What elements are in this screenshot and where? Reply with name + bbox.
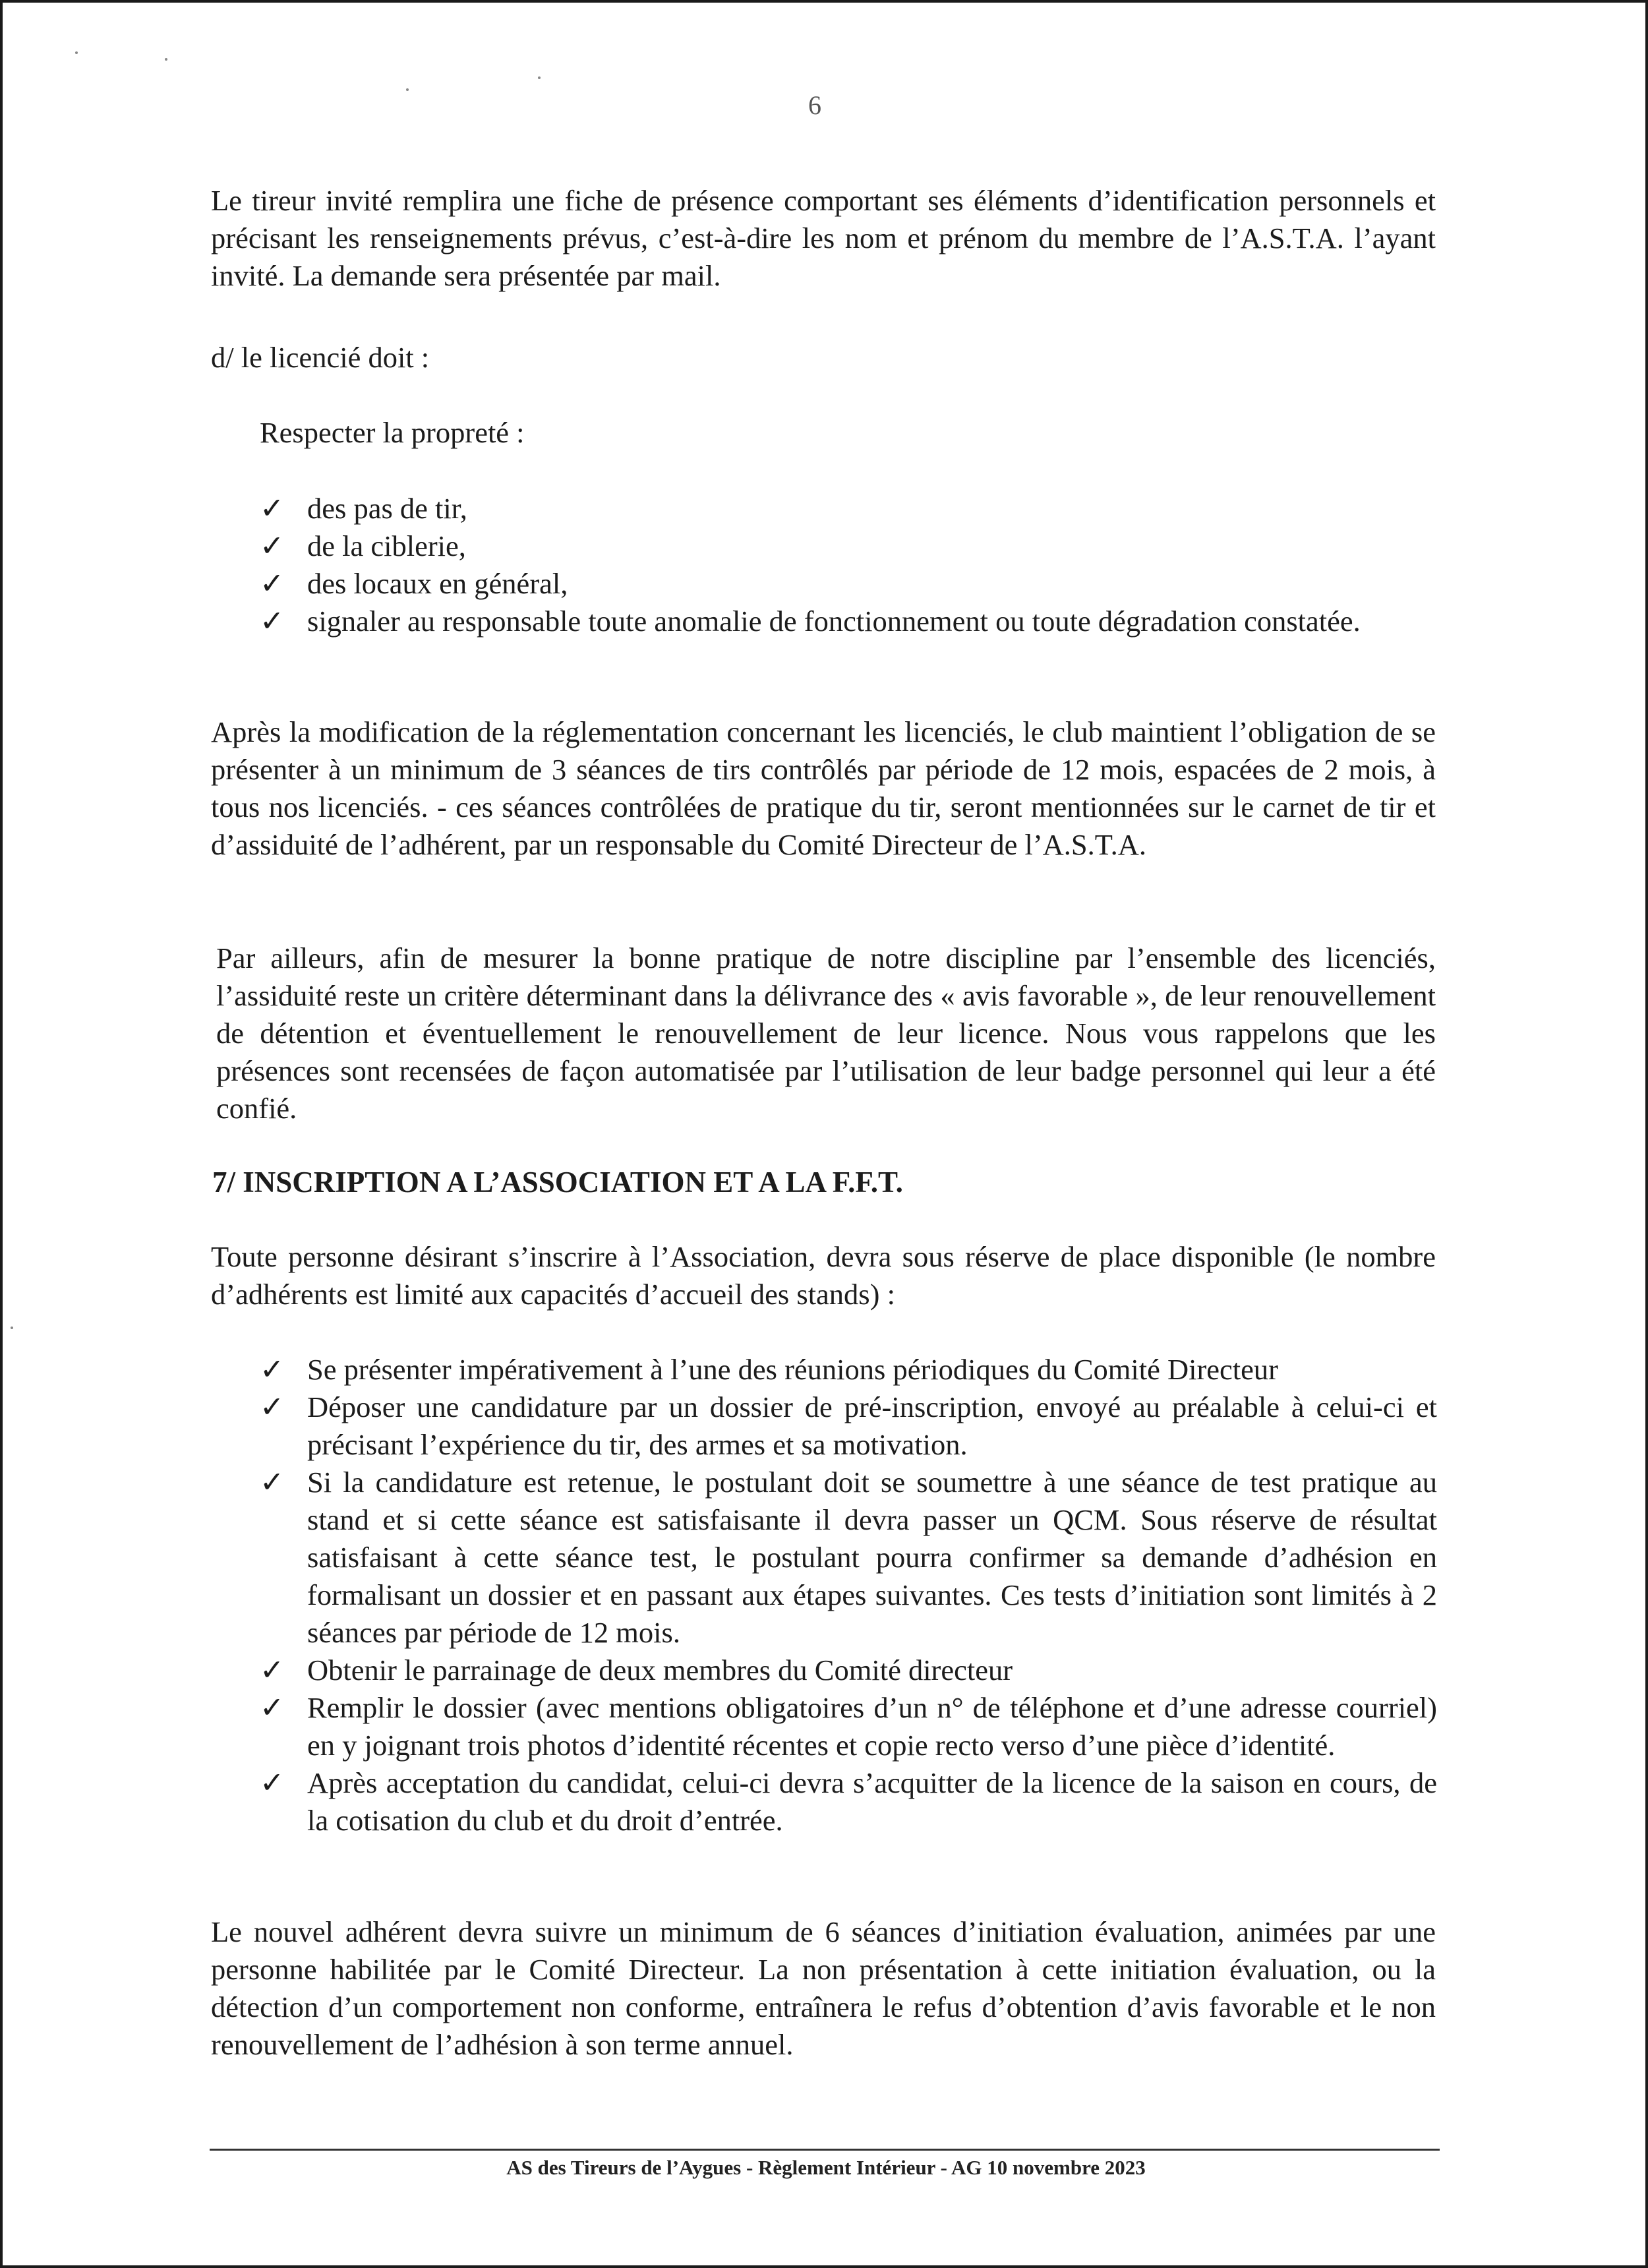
page-number: 6 <box>808 90 821 120</box>
list-item-text: signaler au responsable toute anomalie de fonctionnement ou toute dégradation constatée. <box>307 605 1361 638</box>
checkmark-icon: ✓ <box>260 529 285 562</box>
list-item-text: Après acceptation du candidat, celui-ci devra s’acquitter de la licence de la saison en cours, de la cotisation du club et du droit d’entrée. <box>307 1766 1437 1837</box>
checkmark-icon: ✓ <box>260 1353 285 1386</box>
list-item <box>260 565 1437 603</box>
list-item <box>260 490 1437 527</box>
list-item-text: Déposer une candidature par un dossier de pré-inscription, envoyé au préalable à celui-ci et précisant l’expérience du tir, des armes et sa motivation. <box>307 1390 1437 1461</box>
list-item <box>260 1652 1437 1689</box>
list-item <box>260 1388 1437 1464</box>
paragraph-nouvel-adherent: Le nouvel adhérent devra suivre un minimum de 6 séances d’initiation évaluation, animées par une personne habilitée par le Comité Directeur. La non présentation à cette initiation évaluation, ou la détection d’un comportement non conforme, entraînera le refus d’obtention d’avis favorable et le non renouvellement de l’adhésion à son terme annuel. <box>211 1915 1436 2061</box>
paragraph-proprete: Respecter la propreté : <box>260 416 525 449</box>
paragraph-assiduite: Par ailleurs, afin de mesurer la bonne pratique de notre discipline par l’ensemble des licenciés, l’assiduité reste un critère déterminant dans la délivrance des « avis favorable », de leur renouvellement de détention et éventuellement le renouvellement de leur licence. Nous vous rappelons que les présences sont recensées de façon automatisée par l’utilisation de leur badge personnel qui leur a été confié. <box>216 941 1436 1125</box>
checkmark-icon: ✓ <box>260 1654 285 1686</box>
checkmark-icon: ✓ <box>260 1691 285 1724</box>
paragraph-licencie-doit: d/ le licencié doit : <box>211 341 430 374</box>
list-item-text: Si la candidature est retenue, le postulant doit se soumettre à une séance de test pratique au stand et si cette séance est satisfaisante il devra passer un QCM. Sous réserve de résultat satisfaisant à cette séance test, le postulant pourra confirmer sa demande d’adhésion en formalisant un dossier et en passant aux étapes suivantes. Ces tests d’initiation sont limités à 2 séances par période de 12 mois. <box>307 1466 1437 1649</box>
footer-divider <box>210 2149 1440 2151</box>
list-item-text: des locaux en général, <box>307 567 568 600</box>
list-item-text: Obtenir le parrainage de deux membres du Comité directeur <box>307 1654 1013 1686</box>
scan-speck <box>11 1327 13 1329</box>
list-item <box>260 603 1437 640</box>
checkmark-icon: ✓ <box>260 1390 285 1423</box>
checkmark-icon: ✓ <box>260 605 285 638</box>
section-heading: 7/ INSCRIPTION A L’ASSOCIATION ET A LA F.F.T. <box>212 1166 903 1199</box>
list-item-text: Se présenter impérativement à l’une des réunions périodiques du Comité Directeur <box>307 1353 1278 1386</box>
list-item-text: de la ciblerie, <box>307 529 466 562</box>
paragraph-invite: Le tireur invité remplira une fiche de présence comportant ses éléments d’identification personnels et précisant les renseignements prévus, c’est-à-dire les nom et prénom du membre de l’A.S.T.A. l’ayant invité. La demande sera présentée par mail. <box>211 184 1436 292</box>
inscription-checklist <box>260 1351 1437 1839</box>
list-item <box>260 1689 1437 1764</box>
scan-speck <box>75 51 78 54</box>
list-item <box>260 527 1437 565</box>
list-item-text: des pas de tir, <box>307 492 467 525</box>
checkmark-icon: ✓ <box>260 1466 285 1499</box>
list-item-text: Remplir le dossier (avec mentions obligatoires d’un n° de téléphone et d’une adresse courriel) en y joignant trois photos d’identité récentes et copie recto verso d’une pièce d’identité. <box>307 1691 1437 1762</box>
checkmark-icon: ✓ <box>260 567 285 600</box>
paragraph-inscription-intro: Toute personne désirant s’inscrire à l’Association, devra sous réserve de place disponible (le nombre d’adhérents est limité aux capacités d’accueil des stands) : <box>211 1240 1436 1311</box>
list-item <box>260 1764 1437 1839</box>
checkmark-icon: ✓ <box>260 1766 285 1799</box>
proprete-checklist <box>260 490 1437 640</box>
scan-speck <box>165 58 167 61</box>
scan-speck <box>406 88 409 91</box>
scan-speck <box>538 76 541 79</box>
paragraph-seances-controlees: Après la modification de la réglementation concernant les licenciés, le club maintient l’obligation de se présenter à un minimum de 3 séances de tirs contrôlés par période de 12 mois, espacées de 2 mois, à tous nos licenciés. - ces séances contrôlées de pratique du tir, seront mentionnées sur le carnet de tir et d’assiduité de l’adhérent, par un responsable du Comité Directeur de l’A.S.T.A. <box>211 715 1436 861</box>
list-item <box>260 1351 1437 1388</box>
page-footer: AS des Tireurs de l’Aygues - Règlement Intérieur - AG 10 novembre 2023 <box>506 2156 1146 2179</box>
list-item <box>260 1464 1437 1652</box>
checkmark-icon: ✓ <box>260 492 285 525</box>
